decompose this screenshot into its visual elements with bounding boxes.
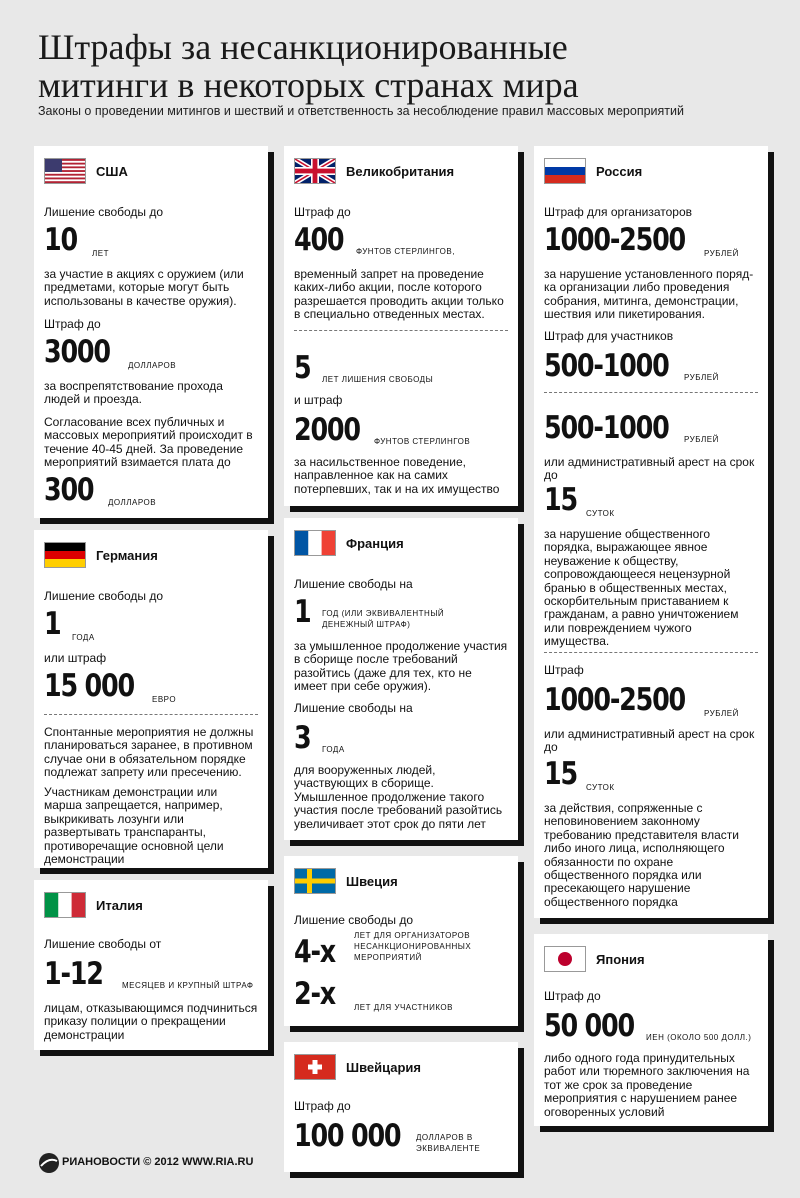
penalty-unit: ЛЕТ ЛИШЕНИЯ СВОБОДЫ xyxy=(322,375,434,384)
card-france xyxy=(284,518,518,840)
penalty-label: Лишение свободы до xyxy=(44,589,164,603)
flag-germany-icon xyxy=(44,542,86,568)
country-name: Швейцария xyxy=(346,1060,422,1075)
country-name: Япония xyxy=(596,952,645,967)
penalty-value: 5 xyxy=(294,350,311,386)
card-russia xyxy=(534,146,768,918)
penalty-description: за нарушение общественного порядка, выражающее явное неуважение к обществу, сопровождающееся нецензурной бранью в общественных местах, оскорбительным приставанием к гражданам, а равно уничтожением или повреждением чужого имущества. xyxy=(544,527,739,649)
penalty-value: 1 xyxy=(44,606,61,642)
card-sweden xyxy=(284,856,518,1026)
penalty-value: 10 xyxy=(44,222,77,258)
penalty-description: за воспрепятствование прохода людей и проезда. xyxy=(44,379,223,407)
penalty-value: 400 xyxy=(294,222,344,258)
penalty-description: Согласование всех публичных и массовых мероприятий происходит в течение 40-45 дней. За проведение мероприятий взимается плата до xyxy=(44,415,253,470)
penalty-label: Лишение свободы от xyxy=(44,937,162,951)
penalty-value: 300 xyxy=(44,472,94,508)
penalty-unit: ФУНТОВ СТЕРЛИНГОВ, xyxy=(356,247,455,256)
country-name: Италия xyxy=(96,898,143,913)
penalty-unit: ЛЕТ xyxy=(92,249,109,258)
penalty-unit: ДОЛЛАРОВ В ЭКВИВАЛЕНТЕ xyxy=(416,1133,481,1153)
penalty-label: Штраф до xyxy=(544,989,601,1003)
penalty-value: 2000 xyxy=(294,412,360,448)
penalty-label: Штраф для участников xyxy=(544,329,674,343)
penalty-description: за нарушение установленного поряд-ка организации либо проведения собрания, митинга, демонстрации, шествия или пикетирования. xyxy=(544,267,754,322)
penalty-description: лицам, отказывающимся подчиниться приказу полиции о прекращении демонстрации xyxy=(44,1001,258,1042)
page-subtitle: Законы о проведении митингов и шествий и ответственность за несоблюдение правил массовых мероприятий xyxy=(38,104,684,118)
penalty-value: 15 000 xyxy=(44,668,134,704)
country-name: США xyxy=(96,164,128,179)
penalty-unit: РУБЛЕЙ xyxy=(704,249,739,258)
penalty-label: Лишение свободы до xyxy=(44,205,164,219)
flag-sweden-icon xyxy=(294,868,336,894)
flag-russia-icon xyxy=(544,158,586,184)
penalty-label: или административный арест на срок до xyxy=(544,727,755,755)
penalty-value: 1-12 xyxy=(44,956,103,992)
penalty-value: 1 xyxy=(294,594,311,630)
ria-novosti-logo-icon xyxy=(38,1152,60,1174)
flag-italy-icon xyxy=(44,892,86,918)
penalty-description: за умышленное продолжение участия в сборище после требований разойтись (даже для тех, кто не имеет при себе оружия). xyxy=(294,639,508,694)
dashed-divider xyxy=(294,330,508,331)
penalty-unit: СУТОК xyxy=(586,783,615,792)
penalty-description: Спонтанные мероприятия не должны планироваться заранее, в противном случае они в обязательном порядке подлежат запрету или пресечению. xyxy=(44,725,254,780)
card-italy xyxy=(34,880,268,1050)
penalty-unit: ЕВРО xyxy=(152,695,177,704)
penalty-label: Лишение свободы на xyxy=(294,577,413,591)
penalty-unit: ГОДА xyxy=(72,633,95,642)
penalty-unit: ИЕН (ОКОЛО 500 ДОЛЛ.) xyxy=(646,1033,752,1042)
penalty-value: 500-1000 xyxy=(544,410,669,446)
penalty-value: 50 000 xyxy=(544,1008,634,1044)
penalty-description: для вооруженных людей, участвующих в сборище. Умышленное продолжение такого участия после требований разойтись увеличивает этот срок до пяти лет xyxy=(294,763,503,831)
penalty-label: Лишение свободы до xyxy=(294,913,414,927)
penalty-unit: ГОДА xyxy=(322,745,345,754)
flag-japan-icon xyxy=(544,946,586,972)
flag-uk-icon xyxy=(294,158,336,184)
penalty-label: или штраф xyxy=(44,651,107,665)
card-uk xyxy=(284,146,518,506)
penalty-description: за насильственное поведение, направленное как на самих потерпевших, так и на их имущество xyxy=(294,455,500,496)
penalty-label: и штраф xyxy=(294,393,343,407)
penalty-description: за действия, сопряженные с неповиновением законному требованию представителя власти либо иного лица, исполняющего обязанности по охране общественного порядка или пресекающего нарушение общественного порядка xyxy=(544,801,739,909)
country-name: Великобритания xyxy=(346,164,455,179)
penalty-unit: МЕСЯЦЕВ И КРУПНЫЙ ШТРАФ xyxy=(122,981,254,990)
title-line-2: митинги в некоторых странах мира xyxy=(38,65,579,105)
card-japan xyxy=(534,934,768,1126)
flag-switzerland-icon xyxy=(294,1054,336,1080)
title-line-1: Штрафы за несанкционированные xyxy=(38,27,568,67)
penalty-unit: РУБЛЕЙ xyxy=(684,435,719,444)
penalty-unit: ДОЛЛАРОВ xyxy=(128,361,177,370)
card-switzerland xyxy=(284,1042,518,1172)
page-title xyxy=(38,28,778,104)
dashed-divider xyxy=(544,652,758,653)
footer-credit: РИАНОВОСТИ © 2012 WWW.RIA.RU xyxy=(62,1156,254,1168)
penalty-value: 15 xyxy=(544,756,577,792)
penalty-unit: ЛЕТ ДЛЯ ОРГАНИЗАТОРОВ НЕСАНКЦИОНИРОВАННЫХ МЕРОПРИЯТИЙ xyxy=(354,931,472,962)
penalty-label: Штраф до xyxy=(294,1099,351,1113)
penalty-unit: РУБЛЕЙ xyxy=(704,709,739,718)
penalty-label: Штраф до xyxy=(294,205,351,219)
dashed-divider xyxy=(44,714,258,715)
penalty-value: 2-х xyxy=(294,976,335,1012)
penalty-value: 100 000 xyxy=(294,1118,401,1154)
flag-usa-icon xyxy=(44,158,86,184)
penalty-unit: СУТОК xyxy=(586,509,615,518)
penalty-label: Штраф для организаторов xyxy=(544,205,693,219)
country-name: Швеция xyxy=(346,874,398,889)
penalty-value: 1000-2500 xyxy=(544,222,685,258)
dashed-divider xyxy=(544,392,758,393)
penalty-unit: РУБЛЕЙ xyxy=(684,373,719,382)
card-germany xyxy=(34,530,268,868)
card-usa xyxy=(34,146,268,518)
penalty-unit: ФУНТОВ СТЕРЛИНГОВ xyxy=(374,437,471,446)
penalty-description: за участие в акциях с оружием (или предметами, которые могут быть использованы в качестве оружия). xyxy=(44,267,244,308)
penalty-label: Штраф xyxy=(544,663,584,677)
penalty-value: 3000 xyxy=(44,334,110,370)
country-name: Россия xyxy=(596,164,643,179)
penalty-label: Лишение свободы на xyxy=(294,701,413,715)
penalty-label: Штраф до xyxy=(44,317,101,331)
penalty-unit: ГОД (ИЛИ ЭКВИВАЛЕНТНЫЙ ДЕНЕЖНЫЙ ШТРАФ) xyxy=(322,609,445,629)
penalty-description: либо одного года принудительных работ или тюремного заключения на тот же срок за проведение мероприятия с нарушением ранее оговоренных условий xyxy=(544,1051,750,1119)
penalty-value: 1000-2500 xyxy=(544,682,685,718)
penalty-unit: ДОЛЛАРОВ xyxy=(108,498,157,507)
penalty-unit: ЛЕТ ДЛЯ УЧАСТНИКОВ xyxy=(354,1003,453,1012)
penalty-value: 500-1000 xyxy=(544,348,669,384)
penalty-label: или административный арест на срок до xyxy=(544,455,755,483)
flag-france-icon xyxy=(294,530,336,556)
penalty-value: 4-х xyxy=(294,934,335,970)
country-name: Франция xyxy=(346,536,404,551)
penalty-value: 15 xyxy=(544,482,577,518)
country-name: Германия xyxy=(96,548,158,563)
penalty-description: временный запрет на проведение каких-либо акции, после которого разрешается проводить акции только в специально отведенных местах. xyxy=(294,267,504,322)
penalty-value: 3 xyxy=(294,720,311,756)
penalty-description: Участникам демонстрации или марша запрещается, например, выкрикивать лозунги или развертывать транспаранты, противоречащие основной цели демонстрации xyxy=(44,785,224,867)
